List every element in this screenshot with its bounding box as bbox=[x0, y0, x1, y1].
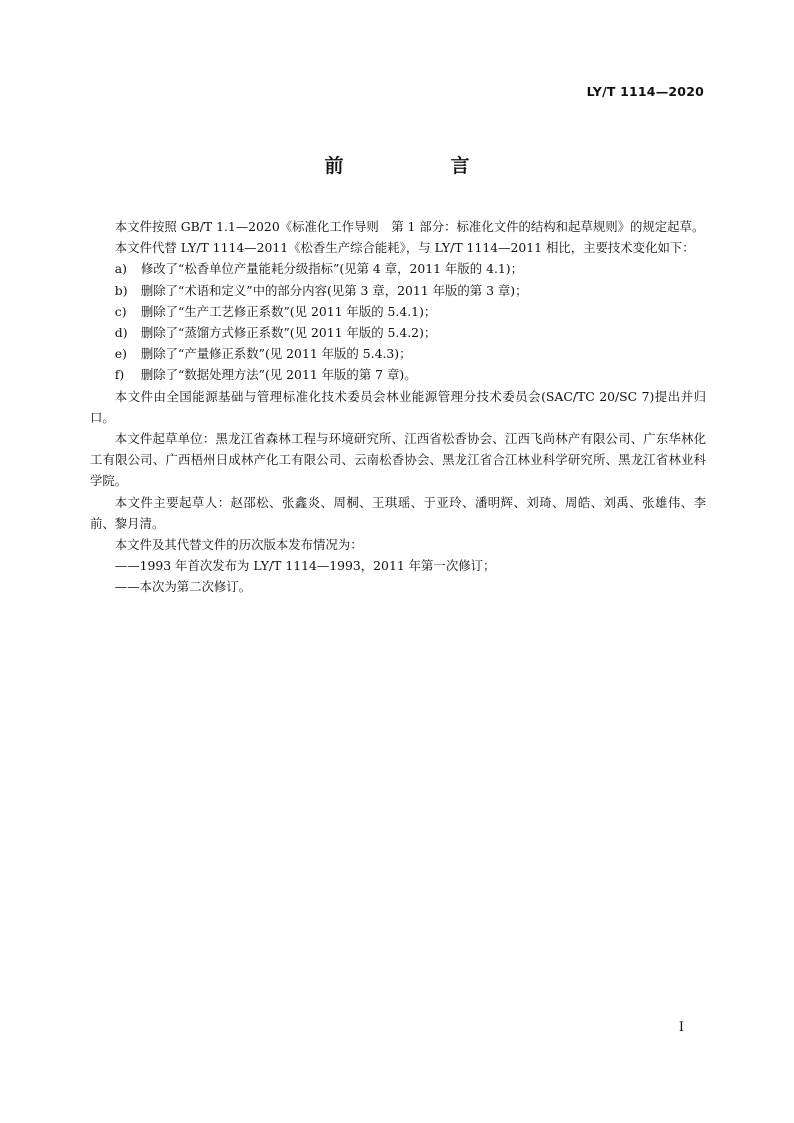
paragraph-replacement: 本文件代替 LY/T 1114—2011《松香生产综合能耗》，与 LY/T 1114—2011 相比，主要技术变化如下： bbox=[114, 240, 695, 256]
standard-code: LY/T 1114—2020 bbox=[586, 84, 704, 99]
list-marker: e) bbox=[114, 346, 127, 362]
history-item-first: ——1993 年首次发布为 LY/T 1114—1993，2011 年第一次修订； bbox=[114, 558, 496, 574]
foreword-body bbox=[90, 216, 706, 598]
change-item-b bbox=[90, 280, 706, 301]
list-item-text: 修改了“松香单位产量能耗分级指标”(见第 4 章，2011 年版的 4.1)； bbox=[140, 261, 524, 277]
paragraph-drafting-rules: 本文件按照 GB/T 1.1—2020《标准化工作导则 第 1 部分：标准化文件的结构和起草规则》的规定起草。 bbox=[114, 219, 705, 234]
page-title: 前 言 bbox=[324, 155, 514, 177]
history-item-second: ——本次为第二次修订。 bbox=[114, 579, 252, 595]
change-item-a bbox=[90, 258, 706, 279]
paragraph-drafting-units: 本文件起草单位：黑龙江省森林工程与环境研究所、江西省松香协会、江西飞尚林产有限公司、广东华林化工有限公司、广西梧州日成林产化工有限公司、云南松香协会、黑龙江省合江林业科学研究所、黑龙江省林业科学院。 bbox=[90, 431, 706, 489]
list-marker: b) bbox=[114, 282, 128, 298]
list-item-text: 删除了“产量修正系数”(见 2011 年版的 5.4.3)； bbox=[140, 346, 412, 362]
list-marker: f) bbox=[114, 367, 125, 383]
list-marker: d) bbox=[114, 325, 128, 341]
list-item-text: 删除了“数据处理方法”(见 2011 年版的第 7 章)。 bbox=[140, 367, 417, 383]
list-item-text: 删除了“生产工艺修正系数”(见 2011 年版的 5.4.1)； bbox=[140, 303, 437, 319]
change-item-e bbox=[90, 343, 706, 364]
list-marker: a) bbox=[114, 261, 128, 277]
page-number: I bbox=[678, 1020, 684, 1035]
list-item-text: 删除了“蒸馏方式修正系数”(见 2011 年版的 5.4.2)； bbox=[140, 325, 437, 341]
list-item-text: 删除了“术语和定义”中的部分内容(见第 3 章，2011 年版的第 3 章)； bbox=[140, 282, 528, 298]
change-item-d bbox=[90, 322, 706, 343]
change-item-c bbox=[90, 301, 706, 322]
list-marker: c) bbox=[114, 303, 127, 319]
paragraph-history-intro: 本文件及其代替文件的历次版本发布情况为： bbox=[114, 537, 363, 553]
paragraph-drafters: 本文件主要起草人：赵邵松、张鑫炎、周桐、王琪瑶、于亚玲、潘明辉、刘琦、周皓、刘禹、张雄伟、李前、黎月清。 bbox=[90, 494, 706, 531]
change-item-f bbox=[90, 364, 706, 385]
paragraph-proposer: 本文件由全国能源基础与管理标准化技术委员会林业能源管理分技术委员会(SAC/TC 20/SC 7)提出并归口。 bbox=[90, 388, 706, 425]
